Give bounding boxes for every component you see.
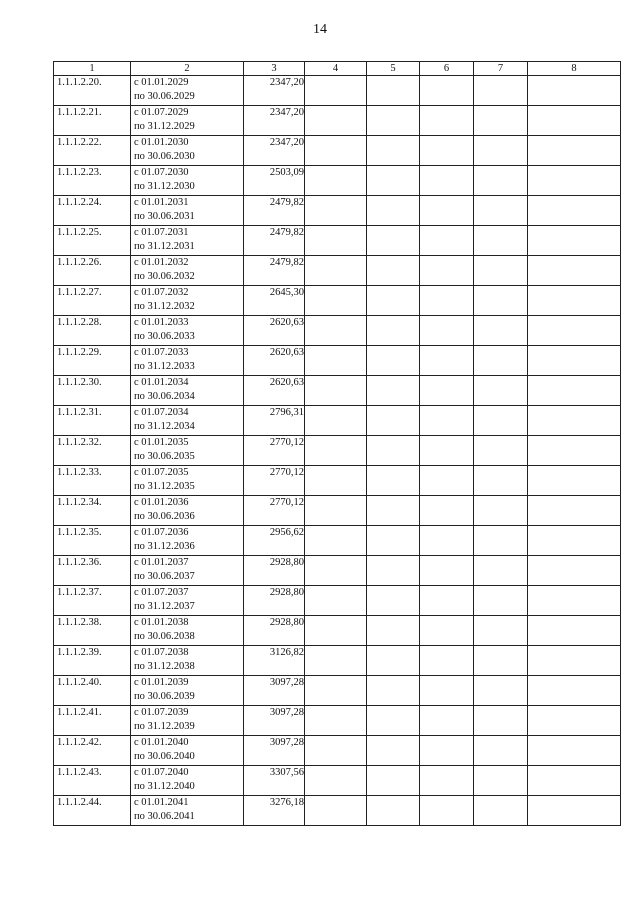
period-cell [131, 406, 244, 436]
empty-cell-col-7 [474, 766, 528, 796]
period-end: по 31.12.2033 [134, 361, 195, 372]
period-start: с 01.01.2040 [134, 737, 189, 748]
table-row [54, 676, 621, 706]
table-row [54, 226, 621, 256]
period-cell [131, 436, 244, 466]
empty-cell-col-6 [420, 466, 474, 496]
empty-cell-col-8 [528, 406, 621, 436]
period-cell [131, 316, 244, 346]
table-row [54, 286, 621, 316]
table-row [54, 586, 621, 616]
table-row [54, 646, 621, 676]
empty-cell-col-8 [528, 706, 621, 736]
empty-cell-col-4 [305, 226, 367, 256]
empty-cell-col-5 [367, 76, 420, 106]
empty-cell-col-5 [367, 256, 420, 286]
empty-cell-col-8 [528, 106, 621, 136]
empty-cell-col-6 [420, 226, 474, 256]
table-row [54, 196, 621, 226]
empty-cell-col-4 [305, 676, 367, 706]
empty-cell-col-4 [305, 466, 367, 496]
period-end: по 30.06.2031 [134, 211, 195, 222]
empty-cell-col-4 [305, 196, 367, 226]
empty-cell-col-8 [528, 286, 621, 316]
empty-cell-col-6 [420, 706, 474, 736]
period-start: с 01.07.2029 [134, 107, 189, 118]
period-start: с 01.01.2036 [134, 497, 189, 508]
empty-cell-col-4 [305, 346, 367, 376]
period-cell [131, 646, 244, 676]
table-row [54, 76, 621, 106]
table-row [54, 796, 621, 826]
empty-cell-col-7 [474, 676, 528, 706]
period-start: с 01.01.2034 [134, 377, 189, 388]
period-start: с 01.07.2035 [134, 467, 189, 478]
row-number-cell: 1.1.1.2.33. [54, 466, 131, 496]
empty-cell-col-6 [420, 76, 474, 106]
period-cell [131, 376, 244, 406]
empty-cell-col-8 [528, 376, 621, 406]
period-end: по 30.06.2034 [134, 391, 195, 402]
table-header-row [54, 62, 621, 76]
empty-cell-col-5 [367, 376, 420, 406]
empty-cell-col-4 [305, 796, 367, 826]
period-cell [131, 736, 244, 766]
empty-cell-col-7 [474, 76, 528, 106]
value-cell: 3097,28 [244, 676, 305, 706]
table-row [54, 136, 621, 166]
empty-cell-col-7 [474, 496, 528, 526]
period-end: по 30.06.2038 [134, 631, 195, 642]
column-header-1: 1 [54, 62, 131, 76]
empty-cell-col-7 [474, 196, 528, 226]
period-cell [131, 346, 244, 376]
row-number-cell: 1.1.1.2.24. [54, 196, 131, 226]
column-header-7: 7 [474, 62, 528, 76]
empty-cell-col-8 [528, 166, 621, 196]
empty-cell-col-5 [367, 226, 420, 256]
period-cell [131, 226, 244, 256]
row-number-cell: 1.1.1.2.35. [54, 526, 131, 556]
period-end: по 31.12.2029 [134, 121, 195, 132]
value-cell: 2479,82 [244, 256, 305, 286]
empty-cell-col-5 [367, 766, 420, 796]
empty-cell-col-8 [528, 436, 621, 466]
empty-cell-col-6 [420, 526, 474, 556]
empty-cell-col-8 [528, 76, 621, 106]
period-start: с 01.07.2040 [134, 767, 189, 778]
table-row [54, 316, 621, 346]
period-start: с 01.01.2030 [134, 137, 189, 148]
empty-cell-col-6 [420, 646, 474, 676]
table-row [54, 436, 621, 466]
empty-cell-col-7 [474, 736, 528, 766]
page-number: 14 [313, 22, 327, 37]
empty-cell-col-6 [420, 616, 474, 646]
empty-cell-col-5 [367, 166, 420, 196]
row-number-cell: 1.1.1.2.38. [54, 616, 131, 646]
empty-cell-col-6 [420, 436, 474, 466]
row-number-cell: 1.1.1.2.37. [54, 586, 131, 616]
empty-cell-col-5 [367, 286, 420, 316]
value-cell: 2928,80 [244, 616, 305, 646]
period-end: по 30.06.2039 [134, 691, 195, 702]
empty-cell-col-4 [305, 406, 367, 436]
period-start: с 01.01.2039 [134, 677, 189, 688]
empty-cell-col-5 [367, 466, 420, 496]
empty-cell-col-7 [474, 556, 528, 586]
value-cell: 3097,28 [244, 736, 305, 766]
value-cell: 2347,20 [244, 76, 305, 106]
period-end: по 30.06.2037 [134, 571, 195, 582]
period-cell [131, 256, 244, 286]
empty-cell-col-8 [528, 256, 621, 286]
period-start: с 01.07.2038 [134, 647, 189, 658]
empty-cell-col-6 [420, 766, 474, 796]
table-body [54, 76, 621, 826]
period-end: по 31.12.2037 [134, 601, 195, 612]
column-header-3: 3 [244, 62, 305, 76]
column-header-4: 4 [305, 62, 367, 76]
empty-cell-col-6 [420, 736, 474, 766]
empty-cell-col-4 [305, 496, 367, 526]
value-cell: 3276,18 [244, 796, 305, 826]
empty-cell-col-8 [528, 796, 621, 826]
empty-cell-col-6 [420, 166, 474, 196]
table-row [54, 376, 621, 406]
empty-cell-col-4 [305, 286, 367, 316]
empty-cell-col-7 [474, 286, 528, 316]
table-row [54, 166, 621, 196]
empty-cell-col-4 [305, 616, 367, 646]
empty-cell-col-4 [305, 436, 367, 466]
row-number-cell: 1.1.1.2.21. [54, 106, 131, 136]
empty-cell-col-4 [305, 256, 367, 286]
empty-cell-col-5 [367, 796, 420, 826]
table-row [54, 706, 621, 736]
empty-cell-col-8 [528, 586, 621, 616]
empty-cell-col-4 [305, 526, 367, 556]
table-row [54, 406, 621, 436]
empty-cell-col-8 [528, 526, 621, 556]
row-number-cell: 1.1.1.2.41. [54, 706, 131, 736]
period-end: по 31.12.2040 [134, 781, 195, 792]
empty-cell-col-6 [420, 586, 474, 616]
value-cell: 2620,63 [244, 376, 305, 406]
period-cell [131, 586, 244, 616]
period-cell [131, 466, 244, 496]
row-number-cell: 1.1.1.2.32. [54, 436, 131, 466]
empty-cell-col-8 [528, 556, 621, 586]
value-cell: 2928,80 [244, 586, 305, 616]
period-cell [131, 136, 244, 166]
empty-cell-col-5 [367, 136, 420, 166]
period-end: по 31.12.2036 [134, 541, 195, 552]
value-cell: 3307,56 [244, 766, 305, 796]
empty-cell-col-8 [528, 736, 621, 766]
empty-cell-col-5 [367, 736, 420, 766]
empty-cell-col-8 [528, 496, 621, 526]
empty-cell-col-5 [367, 406, 420, 436]
row-number-cell: 1.1.1.2.30. [54, 376, 131, 406]
period-cell [131, 526, 244, 556]
empty-cell-col-7 [474, 616, 528, 646]
period-start: с 01.01.2037 [134, 557, 189, 568]
value-cell: 3097,28 [244, 706, 305, 736]
column-header-8: 8 [528, 62, 621, 76]
period-end: по 30.06.2036 [134, 511, 195, 522]
empty-cell-col-7 [474, 346, 528, 376]
empty-cell-col-6 [420, 196, 474, 226]
row-number-cell: 1.1.1.2.44. [54, 796, 131, 826]
value-cell: 2620,63 [244, 316, 305, 346]
empty-cell-col-6 [420, 556, 474, 586]
empty-cell-col-7 [474, 586, 528, 616]
row-number-cell: 1.1.1.2.34. [54, 496, 131, 526]
empty-cell-col-7 [474, 136, 528, 166]
value-cell: 2620,63 [244, 346, 305, 376]
empty-cell-col-6 [420, 136, 474, 166]
period-cell [131, 196, 244, 226]
period-start: с 01.01.2029 [134, 77, 189, 88]
row-number-cell: 1.1.1.2.39. [54, 646, 131, 676]
period-start: с 01.07.2034 [134, 407, 189, 418]
empty-cell-col-4 [305, 376, 367, 406]
empty-cell-col-5 [367, 496, 420, 526]
value-cell: 2796,31 [244, 406, 305, 436]
period-start: с 01.07.2036 [134, 527, 189, 538]
empty-cell-col-6 [420, 286, 474, 316]
value-cell: 2770,12 [244, 466, 305, 496]
empty-cell-col-8 [528, 646, 621, 676]
value-cell: 2770,12 [244, 496, 305, 526]
period-end: по 30.06.2041 [134, 811, 195, 822]
empty-cell-col-7 [474, 406, 528, 436]
period-end: по 30.06.2032 [134, 271, 195, 282]
period-cell [131, 496, 244, 526]
period-start: с 01.07.2037 [134, 587, 189, 598]
row-number-cell: 1.1.1.2.36. [54, 556, 131, 586]
table-row [54, 616, 621, 646]
value-cell: 2347,20 [244, 106, 305, 136]
period-cell [131, 166, 244, 196]
empty-cell-col-5 [367, 706, 420, 736]
empty-cell-col-5 [367, 196, 420, 226]
period-cell [131, 796, 244, 826]
table-row [54, 526, 621, 556]
empty-cell-col-8 [528, 466, 621, 496]
empty-cell-col-8 [528, 346, 621, 376]
empty-cell-col-8 [528, 226, 621, 256]
value-cell: 2479,82 [244, 226, 305, 256]
period-end: по 31.12.2039 [134, 721, 195, 732]
empty-cell-col-6 [420, 496, 474, 526]
empty-cell-col-8 [528, 316, 621, 346]
empty-cell-col-6 [420, 796, 474, 826]
empty-cell-col-7 [474, 166, 528, 196]
empty-cell-col-4 [305, 736, 367, 766]
empty-cell-col-5 [367, 646, 420, 676]
row-number-cell: 1.1.1.2.22. [54, 136, 131, 166]
empty-cell-col-7 [474, 436, 528, 466]
empty-cell-col-7 [474, 256, 528, 286]
table-row [54, 106, 621, 136]
period-end: по 30.06.2029 [134, 91, 195, 102]
empty-cell-col-7 [474, 106, 528, 136]
empty-cell-col-4 [305, 556, 367, 586]
row-number-cell: 1.1.1.2.20. [54, 76, 131, 106]
period-cell [131, 766, 244, 796]
column-header-6: 6 [420, 62, 474, 76]
empty-cell-col-6 [420, 256, 474, 286]
period-start: с 01.07.2030 [134, 167, 189, 178]
empty-cell-col-7 [474, 226, 528, 256]
empty-cell-col-4 [305, 166, 367, 196]
row-number-cell: 1.1.1.2.23. [54, 166, 131, 196]
period-start: с 01.01.2031 [134, 197, 189, 208]
empty-cell-col-8 [528, 766, 621, 796]
period-start: с 01.07.2031 [134, 227, 189, 238]
period-end: по 31.12.2031 [134, 241, 195, 252]
row-number-cell: 1.1.1.2.26. [54, 256, 131, 286]
empty-cell-col-4 [305, 646, 367, 676]
value-cell: 2347,20 [244, 136, 305, 166]
empty-cell-col-7 [474, 796, 528, 826]
empty-cell-col-5 [367, 106, 420, 136]
empty-cell-col-7 [474, 646, 528, 676]
empty-cell-col-6 [420, 676, 474, 706]
period-cell [131, 706, 244, 736]
empty-cell-col-5 [367, 436, 420, 466]
empty-cell-col-4 [305, 706, 367, 736]
value-cell: 2645,30 [244, 286, 305, 316]
table-row [54, 556, 621, 586]
value-cell: 2503,09 [244, 166, 305, 196]
period-end: по 31.12.2032 [134, 301, 195, 312]
empty-cell-col-5 [367, 526, 420, 556]
empty-cell-col-4 [305, 586, 367, 616]
empty-cell-col-5 [367, 316, 420, 346]
row-number-cell: 1.1.1.2.42. [54, 736, 131, 766]
empty-cell-col-4 [305, 136, 367, 166]
period-cell [131, 556, 244, 586]
empty-cell-col-7 [474, 376, 528, 406]
period-start: с 01.01.2032 [134, 257, 189, 268]
period-end: по 31.12.2035 [134, 481, 195, 492]
empty-cell-col-5 [367, 586, 420, 616]
empty-cell-col-7 [474, 316, 528, 346]
table-row [54, 496, 621, 526]
empty-cell-col-6 [420, 376, 474, 406]
row-number-cell: 1.1.1.2.43. [54, 766, 131, 796]
period-end: по 31.12.2030 [134, 181, 195, 192]
period-start: с 01.01.2035 [134, 437, 189, 448]
empty-cell-col-4 [305, 766, 367, 796]
value-cell: 2956,62 [244, 526, 305, 556]
row-number-cell: 1.1.1.2.25. [54, 226, 131, 256]
empty-cell-col-5 [367, 556, 420, 586]
value-cell: 3126,82 [244, 646, 305, 676]
table-row [54, 256, 621, 286]
period-end: по 30.06.2030 [134, 151, 195, 162]
period-start: с 01.07.2039 [134, 707, 189, 718]
empty-cell-col-5 [367, 616, 420, 646]
row-number-cell: 1.1.1.2.31. [54, 406, 131, 436]
period-start: с 01.07.2033 [134, 347, 189, 358]
empty-cell-col-4 [305, 76, 367, 106]
period-cell [131, 616, 244, 646]
table-row [54, 346, 621, 376]
empty-cell-col-6 [420, 406, 474, 436]
period-start: с 01.01.2041 [134, 797, 189, 808]
value-cell: 2928,80 [244, 556, 305, 586]
empty-cell-col-8 [528, 136, 621, 166]
empty-cell-col-6 [420, 346, 474, 376]
row-number-cell: 1.1.1.2.40. [54, 676, 131, 706]
empty-cell-col-8 [528, 616, 621, 646]
value-cell: 2770,12 [244, 436, 305, 466]
period-end: по 30.06.2033 [134, 331, 195, 342]
period-end: по 31.12.2034 [134, 421, 195, 432]
empty-cell-col-4 [305, 106, 367, 136]
empty-cell-col-8 [528, 196, 621, 226]
period-cell [131, 676, 244, 706]
period-cell [131, 286, 244, 316]
table-row [54, 766, 621, 796]
table-row [54, 466, 621, 496]
empty-cell-col-7 [474, 706, 528, 736]
period-start: с 01.01.2038 [134, 617, 189, 628]
empty-cell-col-7 [474, 526, 528, 556]
empty-cell-col-5 [367, 676, 420, 706]
row-number-cell: 1.1.1.2.28. [54, 316, 131, 346]
empty-cell-col-6 [420, 106, 474, 136]
column-header-5: 5 [367, 62, 420, 76]
empty-cell-col-7 [474, 466, 528, 496]
empty-cell-col-5 [367, 346, 420, 376]
empty-cell-col-8 [528, 676, 621, 706]
row-number-cell: 1.1.1.2.27. [54, 286, 131, 316]
row-number-cell: 1.1.1.2.29. [54, 346, 131, 376]
period-start: с 01.01.2033 [134, 317, 189, 328]
period-end: по 30.06.2035 [134, 451, 195, 462]
period-cell [131, 76, 244, 106]
period-cell [131, 106, 244, 136]
tariff-table [53, 61, 621, 826]
empty-cell-col-6 [420, 316, 474, 346]
value-cell: 2479,82 [244, 196, 305, 226]
table-row [54, 736, 621, 766]
empty-cell-col-4 [305, 316, 367, 346]
period-start: с 01.07.2032 [134, 287, 189, 298]
period-end: по 30.06.2040 [134, 751, 195, 762]
period-end: по 31.12.2038 [134, 661, 195, 672]
column-header-2: 2 [131, 62, 244, 76]
